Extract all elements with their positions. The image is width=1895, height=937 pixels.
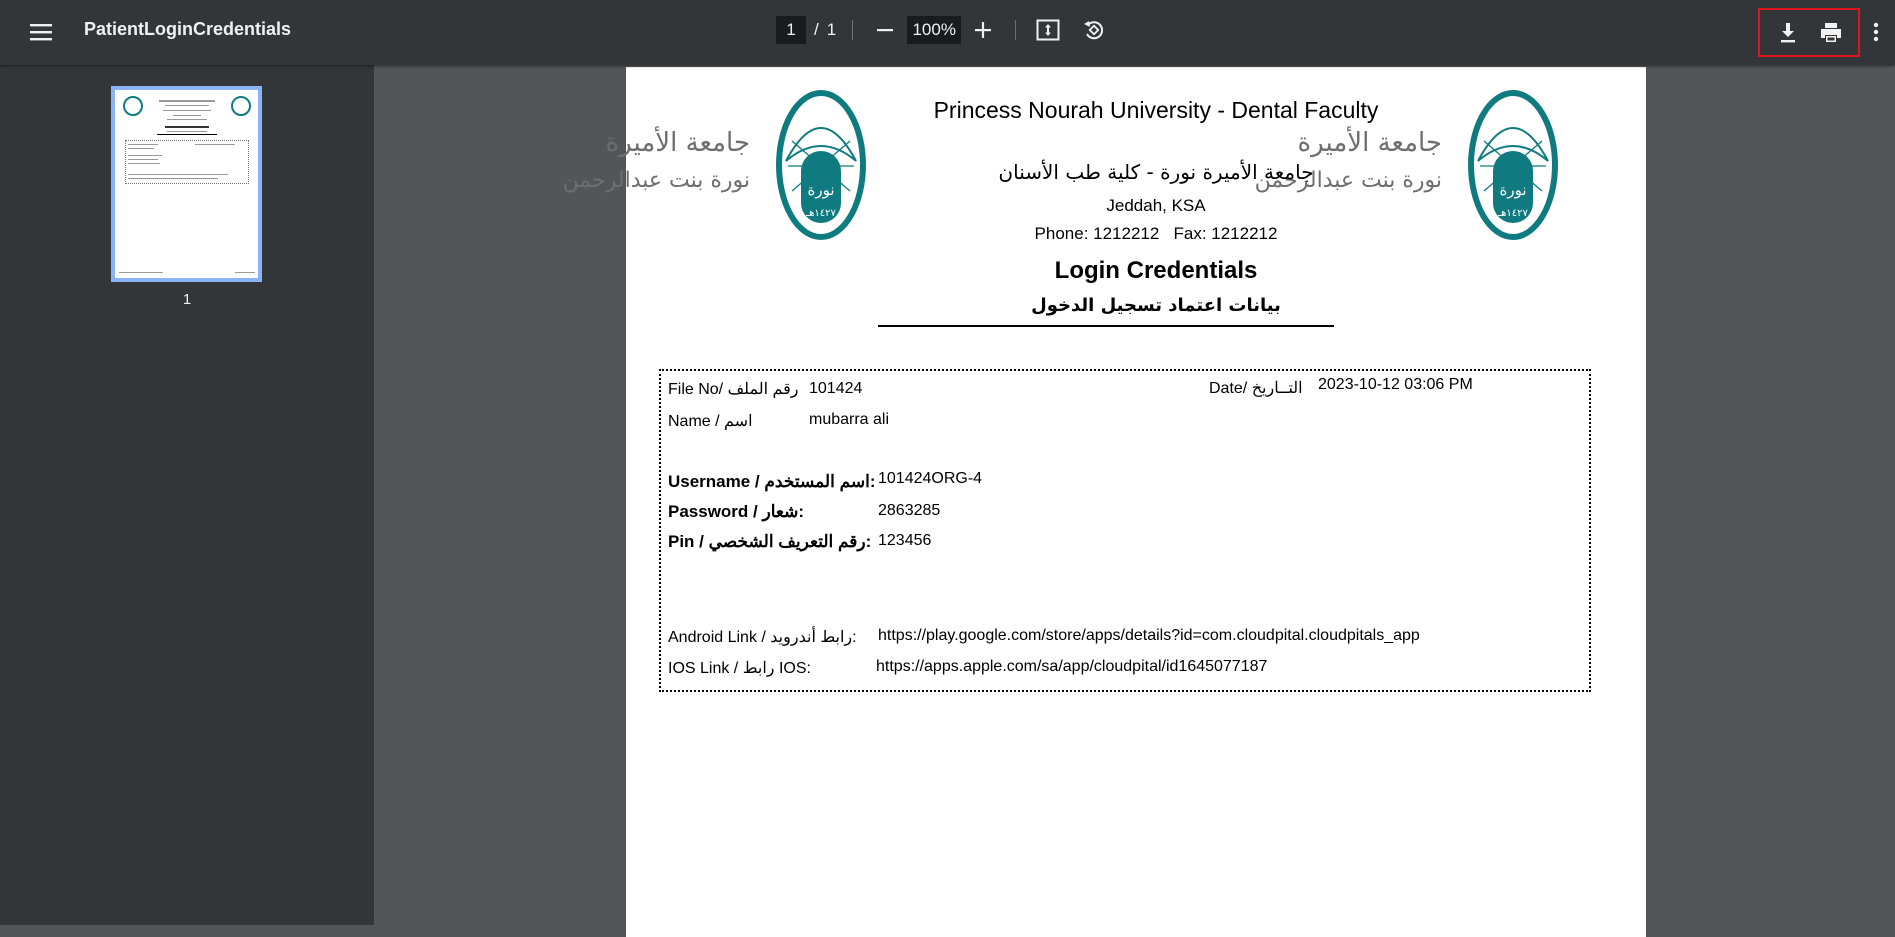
logo-text-line2: نورة بنت عبدالرحمن — [1254, 168, 1442, 193]
logo-text-line2: نورة بنت عبدالرحمن — [562, 168, 750, 193]
thumbnail-sidebar — [0, 65, 374, 925]
svg-text:نورة: نورة — [807, 181, 835, 199]
print-icon[interactable] — [1815, 17, 1847, 49]
name-label: Name / اسم — [668, 413, 753, 430]
name-value: mubarra ali — [809, 411, 890, 428]
pin-value: 123456 — [878, 532, 932, 549]
thumbnail-page-number: 1 — [182, 291, 192, 308]
fit-page-icon[interactable] — [1032, 14, 1064, 46]
password-label: Password / شعار: — [668, 502, 804, 521]
page-thumbnail[interactable] — [111, 86, 262, 282]
ios-link-label: IOS Link / رابط IOS: — [668, 660, 811, 677]
date-value: 2023-10-12 03:06 PM — [1318, 376, 1473, 393]
password-value: 2863285 — [878, 502, 941, 519]
username-label: Username / اسم المستخدم: — [668, 472, 876, 491]
page-zoom-controls — [776, 14, 1110, 46]
rotate-icon[interactable] — [1078, 14, 1110, 46]
download-icon[interactable] — [1772, 17, 1804, 49]
svg-text:نورة: نورة — [1499, 181, 1527, 199]
page-number-input[interactable] — [776, 16, 806, 44]
date-label: Date/ التــاريخ — [1209, 380, 1303, 397]
university-logo-left — [562, 91, 866, 241]
university-title: Princess Nourah University - Dental Faculty — [933, 97, 1379, 123]
more-vert-icon[interactable] — [1866, 16, 1886, 48]
university-title-arabic: جامعة الأميرة نورة - كلية طب الأسنان — [998, 160, 1314, 184]
phone-fax-line: Phone: 1212212 Fax: 1212212 — [1034, 224, 1278, 243]
university-city: Jeddah, KSA — [1106, 196, 1206, 215]
ios-link-value[interactable]: https://apps.apple.com/sa/app/cloudpital/id1645077187 — [876, 658, 1268, 675]
document-title: PatientLoginCredentials — [84, 19, 292, 39]
logo-text-line1: جامعة الأميرة — [1297, 128, 1442, 158]
credentials-box — [659, 369, 1591, 692]
pdf-toolbar — [0, 0, 1895, 65]
plus-icon[interactable] — [967, 14, 999, 46]
file-no-label: File No/ رقم الملف — [668, 381, 799, 398]
minus-icon[interactable] — [869, 14, 901, 46]
username-value: 101424ORG-4 — [878, 470, 983, 487]
page-total: 1 — [826, 20, 837, 39]
android-link-label: Android Link / رابط أندرويد: — [668, 629, 857, 646]
zoom-input[interactable] — [907, 16, 961, 44]
menu-icon[interactable] — [26, 17, 56, 47]
pdf-page — [562, 67, 1646, 937]
toolbar-divider — [1015, 20, 1016, 40]
login-credentials-heading-arabic: بيانات اعتماد تسجيل الدخول — [1031, 295, 1281, 316]
svg-text:١٤٢٧هـ: ١٤٢٧هـ — [1498, 208, 1528, 219]
heading-underline — [878, 325, 1334, 327]
svg-text:١٤٢٧هـ: ١٤٢٧هـ — [806, 208, 836, 219]
download-print-group — [1758, 8, 1860, 57]
android-link-value[interactable]: https://play.google.com/store/apps/details?id=com.cloudpital.cloudpitals_app — [878, 627, 1420, 644]
page-separator: / — [814, 20, 819, 39]
login-credentials-heading: Login Credentials — [1054, 257, 1258, 284]
toolbar-divider — [852, 20, 853, 40]
pin-label: Pin / رقم التعريف الشخصي: — [668, 532, 872, 551]
logo-text-line1: جامعة الأميرة — [605, 128, 750, 158]
file-no-value: 101424 — [809, 380, 863, 397]
